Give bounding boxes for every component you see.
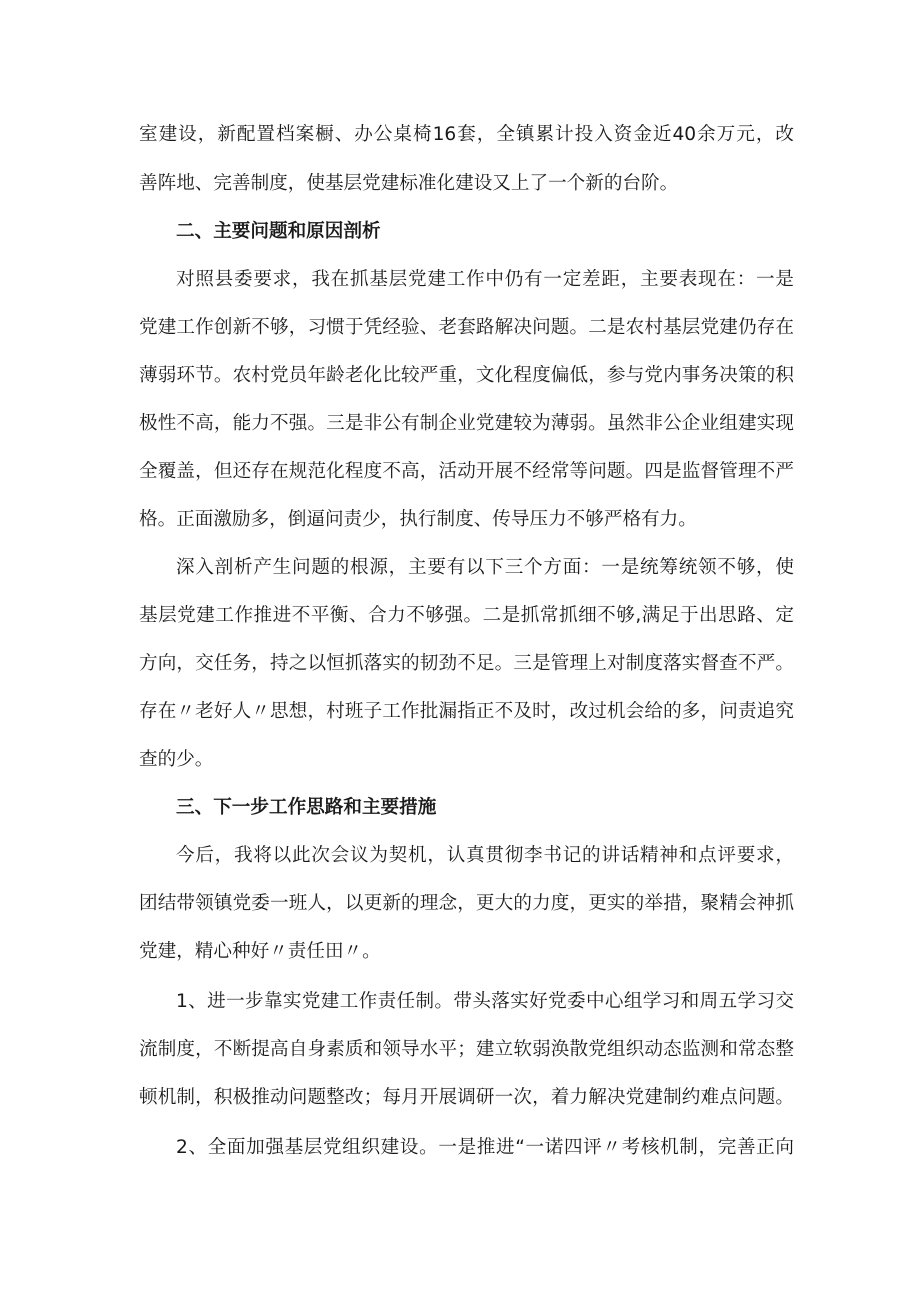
paragraph-line: 今后，我将以此次会议为契机，认真贯彻李书记的讲话精神和点评要求， [176,845,794,866]
paragraph-line: 薄弱环节。农村党员年龄老化比较严重，文化程度偏低，参与党内事务决策的积 [139,365,794,386]
paragraph-line: 顿机制，积极推动问题整改；每月开展调研一次，着力解决党建制约难点问题。 [139,1087,794,1108]
paragraph-line: 方向，交任务，持之以恒抓落实的韧劲不足。三是管理上对制度落实督查不严。 [139,653,794,674]
paragraph-line: 极性不高，能力不强。三是非公有制企业党建较为薄弱。虽然非公企业组建实现 [139,413,794,434]
paragraph-line: 存在〃老好人〃思想，村班子工作批漏指正不及时，改过机会给的多，问责追究 [139,701,794,722]
paragraph-line: 党建，精心种好〃责任田〃。 [139,941,381,962]
paragraph-line: 格。正面激励多，倒逼问责少，执行制度、传导压力不够严格有力。 [139,509,697,530]
paragraph-line: 对照县委要求，我在抓基层党建工作中仍有一定差距，主要表现在：一是 [176,269,794,290]
section-heading: 三、下一步工作思路和主要措施 [176,797,437,818]
paragraph-line: 深入剖析产生问题的根源，主要有以下三个方面：一是统筹统领不够，使 [176,557,794,578]
section-heading: 二、主要问题和原因剖析 [176,221,381,242]
paragraph-line: 基层党建工作推进不平衡、合力不够强。二是抓常抓细不够,满足于出思路、定 [139,605,794,626]
paragraph-line: 善阵地、完善制度，使基层党建标准化建设又上了一个新的台阶。 [139,173,679,194]
paragraph-line: 流制度，不断提高自身素质和领导水平；建立软弱涣散党组织动态监测和常态整 [139,1039,794,1060]
paragraph-line: 1、进一步靠实党建工作责任制。带头落实好党委中心组学习和周五学习交 [176,991,794,1012]
paragraph-line: 室建设，新配置档案橱、办公桌椅16套，全镇累计投入资金近40余万元，改 [139,124,794,145]
paragraph-line: 2、全面加强基层党组织建设。一是推进“一诺四评〃考核机制，完善正向 [176,1137,794,1158]
paragraph-line: 查的少。 [139,749,214,770]
paragraph-line: 团结带领镇党委一班人，以更新的理念，更大的力度，更实的举措，聚精会神抓 [139,893,794,914]
paragraph-line: 党建工作创新不够，习惯于凭经验、老套路解决问题。二是农村基层党建仍存在 [139,317,794,338]
paragraph-line: 全覆盖，但还存在规范化程度不高，活动开展不经常等问题。四是监督管理不严 [139,461,794,482]
